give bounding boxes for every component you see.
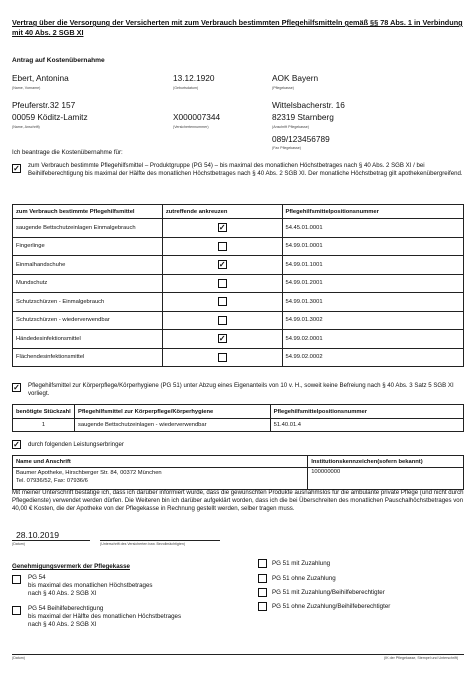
consent-text: Mit meiner Unterschrift bestätige ich, dass ich darüber informiert wurde, dass die gewünschten Produkte ausnahmslos für die ambulante private Pflege (und nicht durch Pflegedienste) verwendet werden dürfen. Die Weiteren bin ich darüber aufgeklärt worden, dass ich die bei Überschreiten des monatlichen Pauschalhöchstbetrages von 40,00 € Kosten, die der Apotheke von der Pflegekasse in Rechnung gestellt werden, selber tragen muss. <box>12 489 464 512</box>
row-code: 54.99.01.1001 <box>282 256 464 275</box>
approval-pg54-checkbox[interactable] <box>12 575 21 584</box>
row-check-cell <box>162 237 282 256</box>
provider-table <box>12 455 464 490</box>
row-code: 51.40.01.4 <box>270 419 463 432</box>
date-caption: (Datum) <box>12 542 25 546</box>
pg51-table <box>12 404 464 432</box>
approval-pg54-text: PG 54 bis maximal des monatlichen Höchstbetrages nach § 40 Abs. 2 SGB XI <box>28 574 153 597</box>
row-checkbox[interactable] <box>218 242 227 251</box>
row-check-cell <box>162 311 282 330</box>
provider-address-line1: Baumer Apotheke, Hirschberger Str. 84, 00372 München <box>16 470 162 476</box>
provider-table-header <box>13 456 464 468</box>
insurance-number: X000007344 <box>173 112 221 122</box>
row-checkbox[interactable] <box>218 353 227 362</box>
pg54-table-header <box>13 205 464 219</box>
insurer-street: Wittelsbacherstr. 16 <box>272 100 345 110</box>
approval-pg51-no-copay: PG 51 ohne Zuzahlung <box>272 575 336 582</box>
approval-pg51-with-copay-beihilfe-checkbox[interactable] <box>258 588 267 597</box>
row-item: Schutzschürzen - Einmalgebrauch <box>13 293 163 312</box>
row-check-cell <box>162 348 282 367</box>
row-item: saugende Bettschutzeinlagen Einmalgebrauch <box>13 219 163 238</box>
row-code: 54.99.01.2001 <box>282 274 464 293</box>
insured-name-caption: (Name, Vorname) <box>12 86 41 90</box>
approval-pg54-beihilfe-checkbox[interactable] <box>12 606 21 615</box>
form-title: Vertrag über die Versorgung der Versicherten mit zum Verbrauch bestimmten Pflegehilfsmitteln gemäß §§ 78 Abs. 1 in Verbindung mit 40 Abs. 2 SGB XI <box>12 18 463 37</box>
date-line <box>12 540 90 541</box>
pg51-table-header <box>13 405 464 419</box>
row-checkbox[interactable] <box>218 279 227 288</box>
table-row <box>13 330 464 349</box>
row-code: 54.99.02.0001 <box>282 330 464 349</box>
insurer-name: AOK Bayern <box>272 73 319 83</box>
provider-address-line2: Tel. 07936/52, Fax: 07936/6 <box>16 478 88 484</box>
row-code: 54.99.01.3001 <box>282 293 464 312</box>
approval-pg51-no-copay-beihilfe-checkbox[interactable] <box>258 602 267 611</box>
row-code: 54.99.01.0001 <box>282 237 464 256</box>
table-row <box>13 274 464 293</box>
col-header-qty: benötigte Stückzahl <box>13 405 75 419</box>
insurer-city: 82319 Starnberg <box>272 112 334 122</box>
option-pg54-text: zum Verbrauch bestimmte Pflegehilfsmittel – Produktgruppe (PG 54) – bis maximal des monatlichen Höchstbetrages nach § 40 Abs. 2 SGB XI / bei Beihilfeberechtigung bis maximal der Hälfte des monatlichen Höchstbetrages nach § 40 Abs. 2 SGB XI. Der monatliche Höchstbetrag gilt apothekenübergreifend. <box>28 162 463 177</box>
col-header-check: zutreffende ankreuzen <box>162 205 282 219</box>
row-item: Mundschutz <box>13 274 163 293</box>
col-header-ik: Institutionskennzeichen(sofern bekannt) <box>308 456 464 468</box>
insurance-number-caption: (Versichertennummer) <box>173 125 209 129</box>
approval-pg51-with-copay: PG 51 mit Zuzahlung <box>272 560 331 567</box>
fax-caption: (Fax Pflegekasse) <box>272 146 301 150</box>
approval-pg51-with-copay-checkbox[interactable] <box>258 559 267 568</box>
pg54-table <box>12 204 464 367</box>
approval-heading: Genehmigungsvermerk der Pflegekasse <box>12 563 130 570</box>
row-checkbox[interactable]: ✓ <box>218 259 226 269</box>
row-item: Schutzschürzen - wiederverwendbar <box>13 311 163 330</box>
row-item: Fingerlinge <box>13 237 163 256</box>
approval-pg51-no-copay-checkbox[interactable] <box>258 574 267 583</box>
signature-caption: (Unterschrift des Versicherten bzw. Bevollmächtigten) <box>100 542 186 546</box>
row-checkbox[interactable]: ✓ <box>218 222 226 232</box>
col-header-item: Pflegehilfsmittel zur Körperpflege/Körperhygiene <box>74 405 270 419</box>
insurer-address-caption: (Anschrift Pflegekasse) <box>272 125 309 129</box>
insured-name: Ebert, Antonina <box>12 73 69 83</box>
table-row <box>13 219 464 238</box>
row-checkbox[interactable] <box>218 297 227 306</box>
row-code: 54.99.01.3002 <box>282 311 464 330</box>
signature-line <box>100 540 220 541</box>
table-row <box>13 348 464 367</box>
row-item: saugende Bettschutzeinlagen - wiederverwendbar <box>74 419 270 432</box>
approval-pg51-no-copay-beihilfe: PG 51 ohne Zuzahlung/Beihilfeberechtigter <box>272 603 391 610</box>
row-item: Flächendesinfektionsmittel <box>13 348 163 367</box>
row-code: 54.99.02.0002 <box>282 348 464 367</box>
provider-ik: 100000000 <box>308 468 464 490</box>
footer-date-caption: (Datum) <box>12 656 25 660</box>
table-row <box>13 419 464 432</box>
footer-stamp-caption: (IK der Pflegekasse, Stempel und Unterschrift) <box>384 656 459 660</box>
row-check-cell <box>162 274 282 293</box>
apply-label: Ich beantrage die Kostenübernahme für: <box>12 149 123 156</box>
option-pg51-checkbox[interactable]: ✓ <box>13 382 20 392</box>
insurer-caption: (Pflegekasse) <box>272 86 294 90</box>
table-row <box>13 311 464 330</box>
option-pg54-checkbox[interactable]: ✓ <box>13 163 20 173</box>
row-check-cell <box>162 219 282 238</box>
option-provider-text: durch folgenden Leistungserbringer <box>28 441 124 448</box>
birthdate-caption: (Geburtsdatum) <box>173 86 199 90</box>
table-row <box>13 293 464 312</box>
table-row <box>13 256 464 275</box>
provider-row <box>13 468 464 490</box>
row-check-cell <box>162 293 282 312</box>
row-check-cell <box>162 256 282 275</box>
insured-city: 00059 Köditz-Lamitz <box>12 112 88 122</box>
row-item: Händedesinfektionsmittel <box>13 330 163 349</box>
row-code: 54.45.01.0001 <box>282 219 464 238</box>
row-checkbox[interactable]: ✓ <box>218 333 226 343</box>
row-item: Einmalhandschuhe <box>13 256 163 275</box>
row-qty: 1 <box>13 419 75 432</box>
approval-pg51-with-copay-beihilfe: PG 51 mit Zuzahlung/Beihilfeberechtigter <box>272 589 385 596</box>
col-header-code: Pflegehilfsmittelpositionsnummer <box>270 405 463 419</box>
row-check-cell <box>162 330 282 349</box>
provider-cell <box>13 468 308 490</box>
row-checkbox[interactable] <box>218 316 227 325</box>
insured-birthdate: 13.12.1920 <box>173 73 215 83</box>
footer-line <box>12 654 464 655</box>
option-pg51-text: Pflegehilfsmittel zur Körperpflege/Körperhygiene (PG 51) unter Abzug eines Eigenanteils von 10 v. H., soweit keine Befreiung nach § 40 Abs. 3 Satz 5 SGB XI vorliegt. <box>28 382 454 397</box>
approval-pg54-beihilfe-text: PG 54 Beihilfeberechtigung bis maximal der Hälfte des monatlichen Höchstbetrages nach § 40 Abs. 2 SGB XI <box>28 605 182 628</box>
insurer-fax: 089/123456789 <box>272 134 330 144</box>
signature-date: 28.10.2019 <box>16 530 60 540</box>
option-provider-checkbox[interactable]: ✓ <box>13 439 20 449</box>
section-heading: Antrag auf Kostenübernahme <box>12 57 105 64</box>
table-row <box>13 237 464 256</box>
col-header-item: zum Verbrauch bestimmte Pflegehilfsmittel <box>13 205 163 219</box>
col-header-code: Pflegehilfsmittelpositionsnummer <box>282 205 464 219</box>
col-header-provider: Name und Anschrift <box>13 456 308 468</box>
address-caption: (Name, Anschrift) <box>12 125 40 129</box>
insured-street: Pfeuferstr.32 157 <box>12 100 76 110</box>
